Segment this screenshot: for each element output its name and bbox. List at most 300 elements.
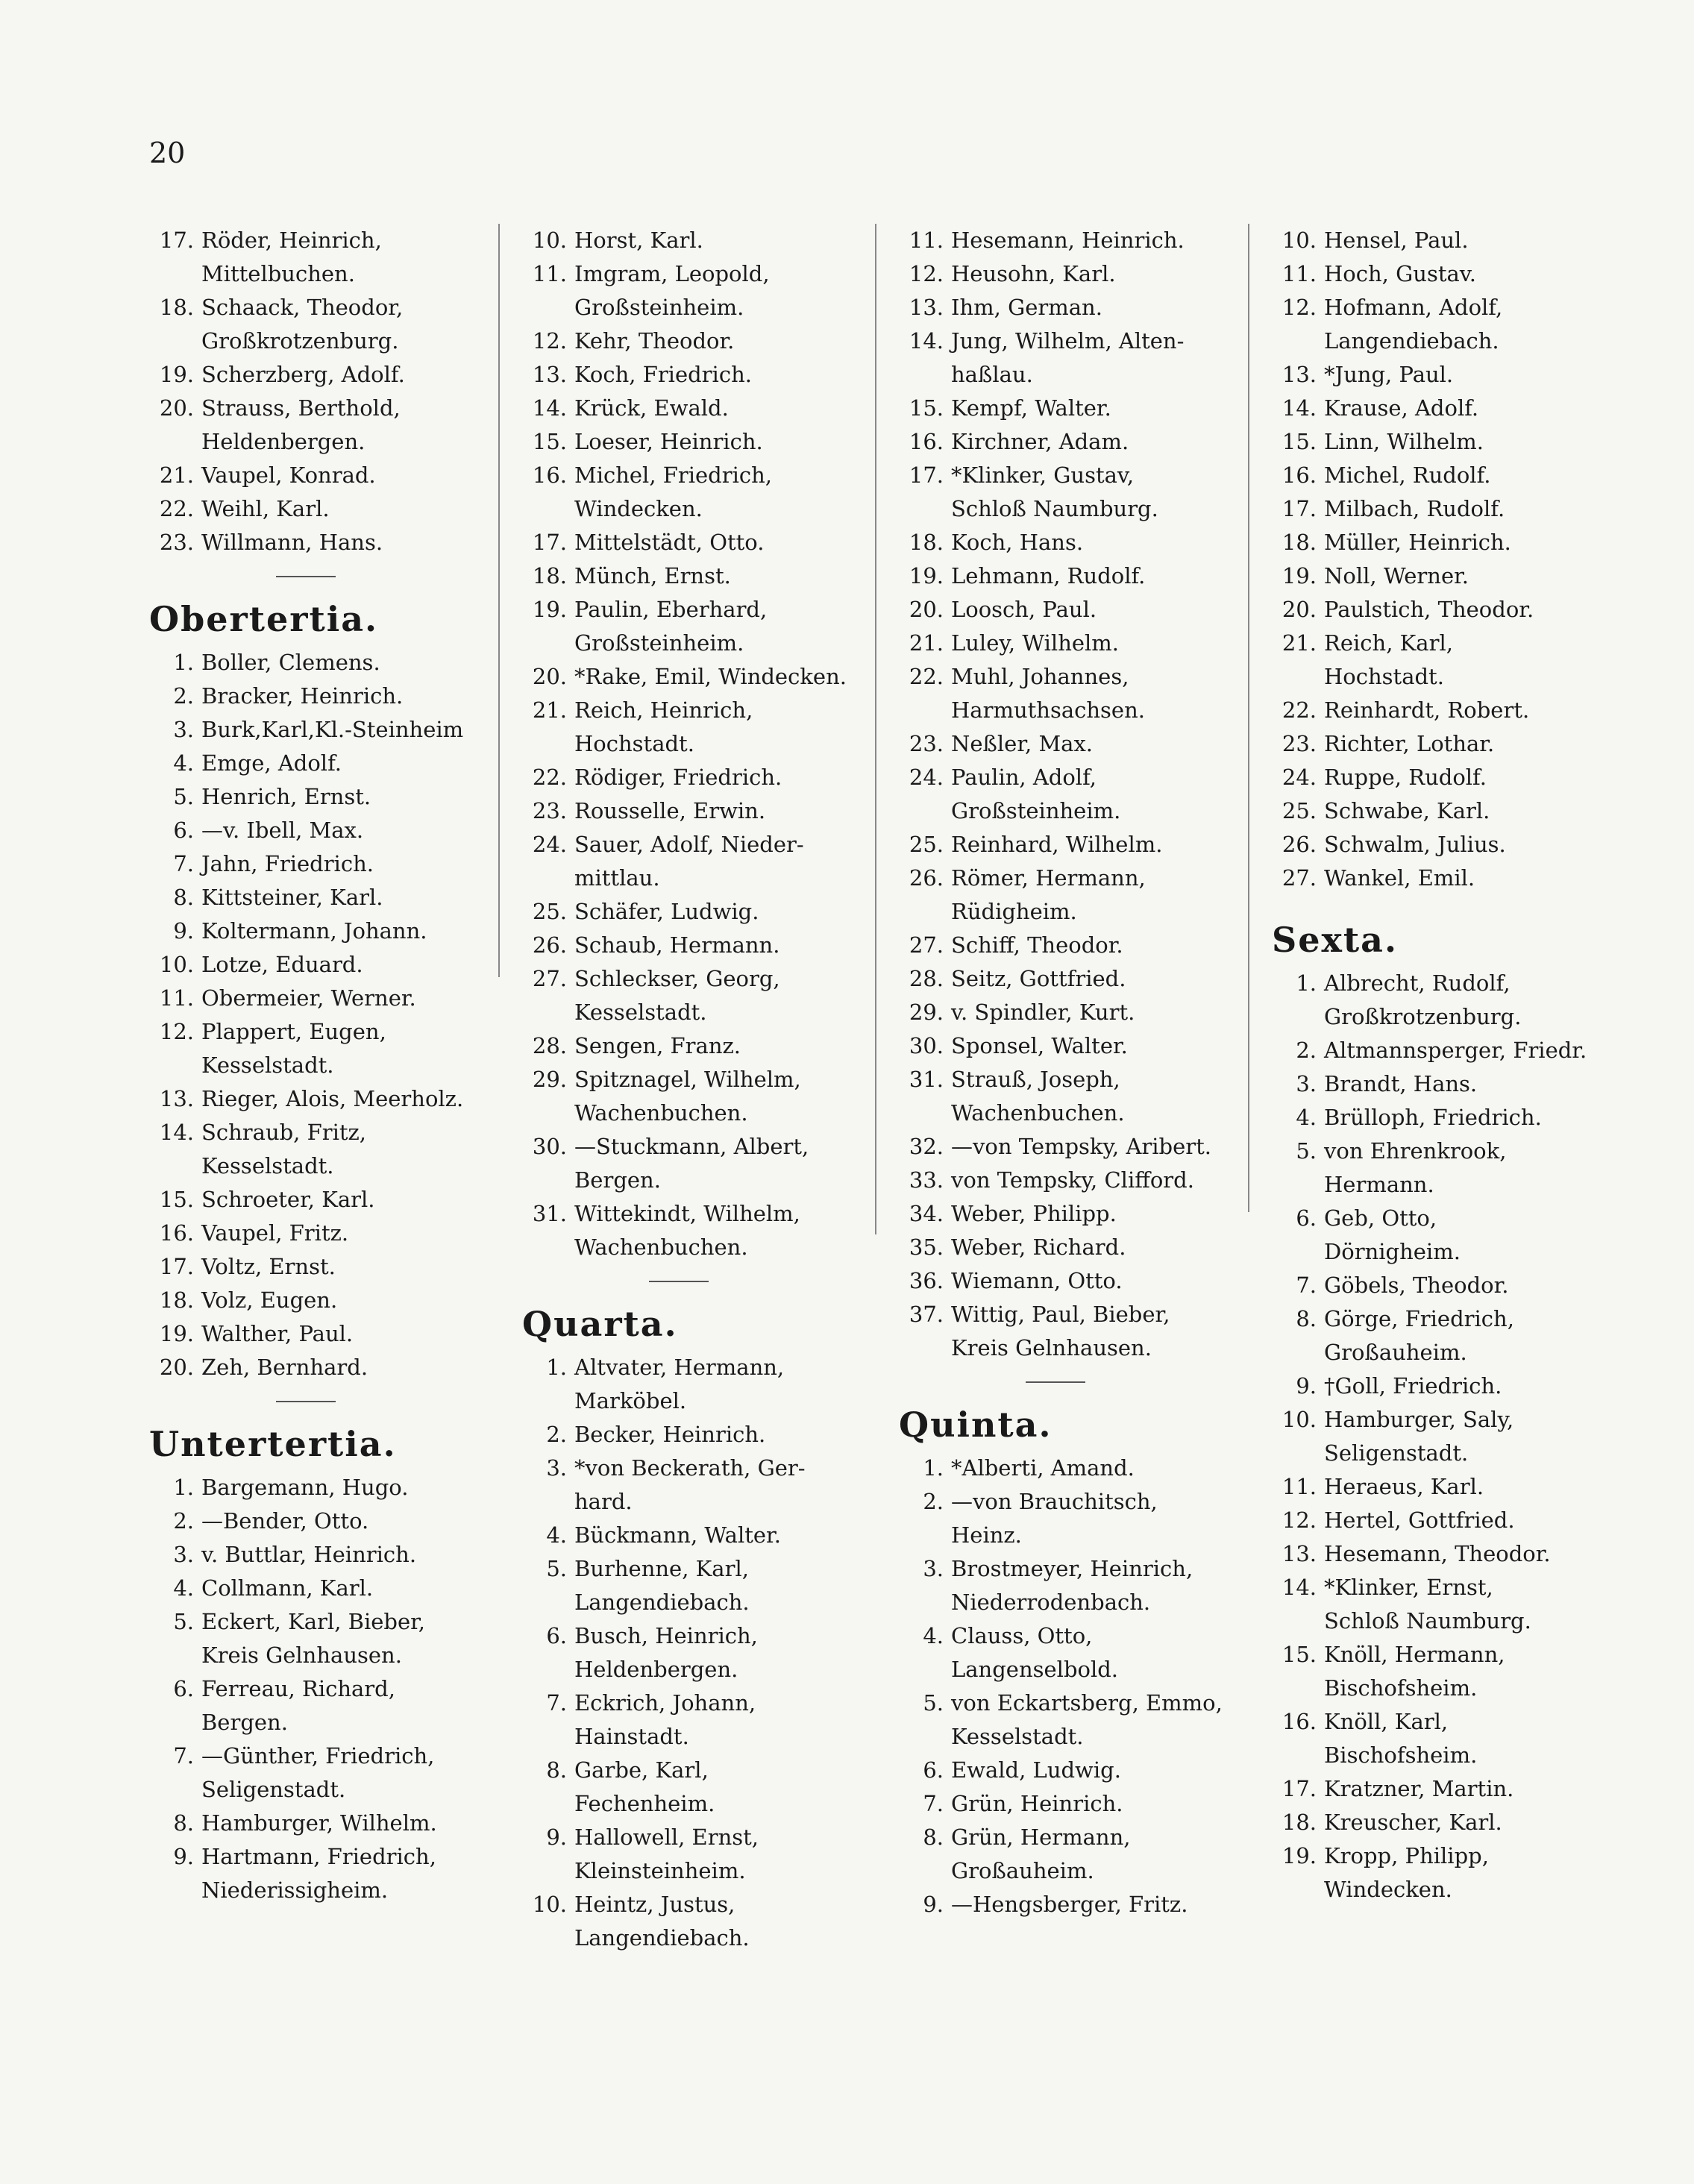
entry-number: 9.: [1296, 1373, 1317, 1399]
entry-text: Horst, Karl.: [574, 228, 703, 253]
list-item: [149, 459, 485, 492]
list-item: [149, 1807, 485, 1840]
class-heading: Untertertia.: [149, 1424, 397, 1464]
entry-number: 16.: [909, 429, 944, 454]
entry-text: Heintz, Justus,: [574, 1892, 735, 1917]
entry-continuation: Kesselstadt.: [574, 1000, 707, 1025]
entry-text: von Tempsky, Clifford.: [951, 1167, 1194, 1193]
list-item: [522, 1452, 850, 1485]
entry-text: Kropp, Philipp,: [1324, 1843, 1489, 1868]
entry-continuation: Schloß Naumburg.: [1324, 1608, 1531, 1634]
entry-text: Römer, Hermann,: [951, 865, 1146, 891]
list-item: [149, 392, 485, 425]
entry-number: 10.: [532, 1892, 567, 1917]
list-item: [522, 1351, 850, 1384]
entry-text: Weihl, Karl.: [201, 496, 330, 521]
entry-text: Neßler, Max.: [951, 731, 1094, 756]
entry-continuation: Hochstadt.: [1324, 664, 1444, 689]
entry-text: Michel, Rudolf.: [1324, 462, 1491, 488]
list-item: [149, 492, 485, 526]
section-separator: [149, 559, 485, 592]
entry-number: 20.: [159, 1355, 194, 1380]
entry-number: 22.: [159, 496, 194, 521]
entry-text: Rousselle, Erwin.: [574, 798, 766, 823]
entry-continuation: Wachenbuchen.: [574, 1100, 748, 1126]
list-item: [899, 929, 1227, 962]
entry-text: Brandt, Hans.: [1324, 1071, 1478, 1096]
entry-number: 17.: [159, 228, 194, 253]
entry-number: 1.: [546, 1355, 567, 1380]
list-item: [522, 559, 850, 593]
list-item: [149, 747, 485, 780]
entry-text: Eckert, Karl, Bieber,: [201, 1609, 425, 1634]
entry-number: 15.: [1282, 429, 1317, 454]
entry-continuation: Hermann.: [1324, 1172, 1434, 1197]
list-item: [899, 324, 1227, 358]
list-item: [899, 1231, 1227, 1264]
entry-number: 13.: [159, 1086, 194, 1111]
list-item: [1272, 1403, 1622, 1437]
entry-text: Voltz, Ernst.: [201, 1254, 336, 1279]
column-2: [522, 224, 850, 1955]
list-item: [1272, 1135, 1622, 1168]
entry-continuation: Marköbel.: [574, 1388, 687, 1413]
list-item: [899, 1686, 1227, 1720]
entry-number: 23.: [532, 798, 567, 823]
entry-continuation: Großkrotzenburg.: [201, 328, 399, 354]
column-rule-2: [875, 224, 876, 1234]
entry-text: Hesemann, Theodor.: [1324, 1541, 1551, 1566]
entry-text: *Jung, Paul.: [1324, 362, 1454, 387]
entry-number: 20.: [159, 395, 194, 421]
entry-text: Rieger, Alois, Meerholz.: [201, 1086, 464, 1111]
entry-number: 14.: [159, 1120, 194, 1145]
entry-text: Schaack, Theodor,: [201, 295, 404, 320]
entry-text: *Klinker, Gustav,: [951, 462, 1135, 488]
entry-number: 24.: [909, 765, 944, 790]
entry-text: Rödiger, Friedrich.: [574, 765, 782, 790]
list-item: [1272, 1504, 1622, 1537]
entry-number: 8.: [173, 1810, 194, 1836]
entry-number: 15.: [909, 395, 944, 421]
entry-continuation: Fechenheim.: [574, 1791, 715, 1816]
entry-number: 11.: [1282, 261, 1317, 286]
entry-text: Brostmeyer, Heinrich,: [951, 1556, 1193, 1581]
entry-number: 17.: [159, 1254, 194, 1279]
entry-continuation: Schloß Naumburg.: [951, 496, 1158, 521]
entry-text: Knöll, Karl,: [1324, 1709, 1449, 1734]
list-item: [522, 895, 850, 929]
list-item: [1272, 1034, 1622, 1067]
entry-continuation: Seligenstadt.: [1324, 1440, 1469, 1466]
entry-number: 19.: [909, 563, 944, 589]
entry-text: Bückmann, Walter.: [574, 1522, 781, 1548]
entry-text: †Goll, Friedrich.: [1324, 1373, 1502, 1399]
list-item: [1272, 593, 1622, 627]
entry-number: 31.: [909, 1067, 944, 1092]
entry-text: Walther, Paul.: [201, 1321, 354, 1346]
entry-continuation: Kreis Gelnhausen.: [951, 1335, 1152, 1361]
entry-number: 19.: [159, 362, 194, 387]
entry-text: Ewald, Ludwig.: [951, 1757, 1121, 1783]
list-item: [522, 1552, 850, 1586]
entry-text: Schraub, Fritz,: [201, 1120, 367, 1145]
entry-text: von Ehrenkrook,: [1324, 1138, 1507, 1164]
list-item: [899, 459, 1227, 492]
list-item: [1272, 828, 1622, 862]
entry-text: Schaub, Hermann.: [574, 932, 780, 958]
entry-number: 17.: [909, 462, 944, 488]
entry-text: Emge, Adolf.: [201, 750, 342, 776]
entry-text: Plappert, Eugen,: [201, 1019, 386, 1044]
entry-number: 1.: [923, 1455, 944, 1481]
list-item: [149, 1471, 485, 1504]
entry-text: Michel, Friedrich,: [574, 462, 773, 488]
entry-text: Knöll, Hermann,: [1324, 1642, 1505, 1667]
entry-number: 36.: [909, 1268, 944, 1293]
entry-text: Schwabe, Karl.: [1324, 798, 1490, 823]
entry-text: Milbach, Rudolf.: [1324, 496, 1505, 521]
section-gap: [1272, 895, 1622, 913]
entry-text: Bargemann, Hugo.: [201, 1475, 409, 1500]
entry-number: 19.: [532, 597, 567, 622]
entry-number: 16.: [1282, 462, 1317, 488]
list-item: [149, 814, 485, 847]
entry-number: 4.: [923, 1623, 944, 1648]
entry-number: 20.: [1282, 597, 1317, 622]
entry-number: 1.: [1296, 970, 1317, 996]
list-item: [522, 929, 850, 962]
entry-number: 11.: [909, 228, 944, 253]
list-item: [522, 1130, 850, 1164]
list-item: [899, 425, 1227, 459]
list-item: [899, 526, 1227, 559]
list-item: [1272, 358, 1622, 392]
entry-number: 15.: [159, 1187, 194, 1212]
entry-text: Hartmann, Friedrich,: [201, 1844, 436, 1869]
entry-number: 29.: [909, 1000, 944, 1025]
entry-number: 8.: [173, 885, 194, 910]
entry-number: 11.: [1282, 1474, 1317, 1499]
entry-text: Richter, Lothar.: [1324, 731, 1495, 756]
entry-text: Sponsel, Walter.: [951, 1033, 1128, 1058]
entry-text: Reinhard, Wilhelm.: [951, 832, 1163, 857]
entry-text: Loeser, Heinrich.: [574, 429, 763, 454]
entry-text: Schiff, Theodor.: [951, 932, 1123, 958]
list-item: [149, 646, 485, 680]
entry-number: 17.: [532, 530, 567, 555]
list-item: [149, 224, 485, 257]
list-item: [149, 1250, 485, 1284]
class-heading: Quinta.: [899, 1405, 1053, 1445]
entry-number: 11.: [159, 985, 194, 1011]
entry-number: 12.: [532, 328, 567, 354]
entry-number: 18.: [1282, 1810, 1317, 1835]
list-item: [149, 1672, 485, 1706]
entry-number: 9.: [923, 1892, 944, 1917]
entry-number: 31.: [532, 1201, 567, 1226]
entry-text: Wittekindt, Wilhelm,: [574, 1201, 800, 1226]
list-item: [899, 1264, 1227, 1298]
column-1: [149, 224, 485, 1907]
list-item: [899, 1888, 1227, 1921]
list-item: [899, 559, 1227, 593]
entry-text: Strauß, Joseph,: [951, 1067, 1120, 1092]
entry-number: 21.: [159, 462, 194, 488]
entry-text: Volz, Eugen.: [201, 1287, 338, 1313]
entry-continuation: Heldenbergen.: [574, 1657, 738, 1682]
entry-text: Bracker, Heinrich.: [201, 683, 404, 709]
entry-number: 12.: [1282, 295, 1317, 320]
list-item: [899, 1164, 1227, 1197]
list-item: [149, 713, 485, 747]
entry-text: Geb, Otto,: [1324, 1205, 1437, 1231]
entry-number: 34.: [909, 1201, 944, 1226]
entry-text: Hamburger, Saly,: [1324, 1407, 1514, 1432]
entry-number: 11.: [532, 261, 567, 286]
entry-continuation: Windecken.: [574, 496, 703, 521]
entry-text: Paulstich, Theodor.: [1324, 597, 1534, 622]
entry-number: 21.: [909, 630, 944, 656]
entry-continuation: Langenselbold.: [951, 1657, 1119, 1682]
entry-number: 19.: [1282, 563, 1317, 589]
entry-number: 12.: [909, 261, 944, 286]
entry-text: Krause, Adolf.: [1324, 395, 1479, 421]
list-item: [149, 1538, 485, 1572]
list-item: [149, 1284, 485, 1317]
list-item: [149, 1183, 485, 1217]
entry-text: Busch, Heinrich,: [574, 1623, 758, 1648]
list-item: [522, 1754, 850, 1787]
list-item: [149, 1572, 485, 1605]
list-item: [1272, 967, 1622, 1000]
entry-number: 2.: [173, 1508, 194, 1534]
list-item: [1272, 1571, 1622, 1604]
entry-text: Collmann, Karl.: [201, 1575, 374, 1601]
entry-number: 16.: [532, 462, 567, 488]
entry-number: 3.: [546, 1455, 567, 1481]
entry-number: 25.: [1282, 798, 1317, 823]
list-item: [149, 1015, 485, 1049]
entry-number: 5.: [546, 1556, 567, 1581]
list-item: [899, 862, 1227, 895]
entry-continuation: Mittelbuchen.: [201, 261, 355, 286]
entry-number: 22.: [1282, 697, 1317, 723]
entry-number: 10.: [1282, 1407, 1317, 1432]
entry-number: 7.: [173, 851, 194, 876]
entry-text: Becker, Heinrich.: [574, 1422, 766, 1447]
entry-text: Jung, Wilhelm, Alten-: [951, 328, 1185, 354]
entry-text: Hertel, Gottfried.: [1324, 1507, 1515, 1533]
list-item: [149, 1217, 485, 1250]
entry-number: 17.: [1282, 1776, 1317, 1801]
list-item: [522, 425, 850, 459]
list-item: [1272, 1537, 1622, 1571]
list-item: [522, 1418, 850, 1452]
entry-text: Ferreau, Richard,: [201, 1676, 395, 1701]
entry-text: Schäfer, Ludwig.: [574, 899, 759, 924]
entry-number: 5.: [1296, 1138, 1317, 1164]
entry-number: 30.: [909, 1033, 944, 1058]
entry-number: 8.: [923, 1824, 944, 1850]
entry-text: Zeh, Bernhard.: [201, 1355, 368, 1380]
entry-text: Kehr, Theodor.: [574, 328, 735, 354]
list-item: [522, 1619, 850, 1653]
entry-number: 18.: [909, 530, 944, 555]
list-item: [522, 1519, 850, 1552]
entry-continuation: Rüdigheim.: [951, 899, 1077, 924]
entry-text: *Klinker, Ernst,: [1324, 1575, 1493, 1600]
entry-number: 6.: [1296, 1205, 1317, 1231]
entry-text: Hensel, Paul.: [1324, 228, 1469, 253]
entry-number: 13.: [1282, 362, 1317, 387]
entry-continuation: Heldenbergen.: [201, 429, 366, 454]
entry-text: Wankel, Emil.: [1324, 865, 1475, 891]
entry-number: 9.: [546, 1824, 567, 1850]
entry-text: Garbe, Karl,: [574, 1757, 709, 1783]
entry-continuation: Windecken.: [1324, 1877, 1452, 1902]
list-item: [899, 761, 1227, 794]
list-item: [149, 881, 485, 914]
list-item: [522, 224, 850, 257]
list-item: [899, 996, 1227, 1029]
entry-continuation: Hochstadt.: [574, 731, 694, 756]
entry-text: —v. Ibell, Max.: [201, 818, 364, 843]
list-item: [149, 780, 485, 814]
entry-number: 5.: [923, 1690, 944, 1716]
list-item: [522, 459, 850, 492]
entry-number: 3.: [1296, 1071, 1317, 1096]
entry-text: Münch, Ernst.: [574, 563, 731, 589]
entry-number: 14.: [532, 395, 567, 421]
entry-continuation: Heinz.: [951, 1522, 1022, 1548]
entry-text: —von Brauchitsch,: [951, 1489, 1158, 1514]
entry-text: Kreuscher, Karl.: [1324, 1810, 1502, 1835]
entry-number: 14.: [909, 328, 944, 354]
entry-text: Sengen, Franz.: [574, 1033, 741, 1058]
list-item: [522, 794, 850, 828]
entry-number: 4.: [173, 750, 194, 776]
list-item: [899, 962, 1227, 996]
list-item: [1272, 1369, 1622, 1403]
entry-text: Ruppe, Rudolf.: [1324, 765, 1487, 790]
entry-number: 26.: [1282, 832, 1317, 857]
entry-text: v. Buttlar, Heinrich.: [201, 1542, 417, 1567]
entry-text: Imgram, Leopold,: [574, 261, 770, 286]
entry-text: Burhenne, Karl,: [574, 1556, 749, 1581]
entry-number: 20.: [532, 664, 567, 689]
list-item: [522, 694, 850, 727]
entry-continuation: Langendiebach.: [574, 1590, 750, 1615]
entry-number: 13.: [1282, 1541, 1317, 1566]
entry-number: 19.: [1282, 1843, 1317, 1868]
list-item: [1272, 1705, 1622, 1739]
list-item: [1272, 1638, 1622, 1672]
entry-number: 37.: [909, 1302, 944, 1327]
list-item: [522, 1063, 850, 1096]
list-item: [522, 1197, 850, 1231]
entry-continuation: Wachenbuchen.: [951, 1100, 1125, 1126]
list-item: [522, 526, 850, 559]
list-item: [522, 324, 850, 358]
list-item: [149, 1351, 485, 1384]
entry-number: 17.: [1282, 496, 1317, 521]
entry-continuation: Bischofsheim.: [1324, 1675, 1478, 1701]
list-item: [899, 627, 1227, 660]
entry-number: 9.: [173, 918, 194, 944]
list-item: [149, 1082, 485, 1116]
list-item: [899, 392, 1227, 425]
list-item: [1272, 1806, 1622, 1839]
list-item: [149, 914, 485, 948]
entry-text: Görge, Friedrich,: [1324, 1306, 1514, 1331]
entry-text: Müller, Heinrich.: [1324, 530, 1511, 555]
entry-number: 26.: [909, 865, 944, 891]
entry-number: 15.: [1282, 1642, 1317, 1667]
entry-number: 4.: [546, 1522, 567, 1548]
entry-number: 3.: [173, 717, 194, 742]
entry-text: Heusohn, Karl.: [951, 261, 1116, 286]
list-item: [1272, 1839, 1622, 1873]
list-item: [522, 392, 850, 425]
entry-number: 14.: [1282, 1575, 1317, 1600]
list-item: [1272, 1302, 1622, 1336]
entry-text: Altvater, Hermann,: [574, 1355, 785, 1380]
list-item: [899, 1452, 1227, 1485]
entry-number: 12.: [159, 1019, 194, 1044]
class-heading: Quarta.: [522, 1304, 678, 1344]
entry-text: Jahn, Friedrich.: [201, 851, 374, 876]
entry-number: 10.: [532, 228, 567, 253]
entry-number: 32.: [909, 1134, 944, 1159]
entry-continuation: Bischofsheim.: [1324, 1742, 1478, 1768]
entry-text: Kratzner, Martin.: [1324, 1776, 1514, 1801]
entry-text: *Rake, Emil, Windecken.: [574, 664, 847, 689]
entry-text: Grün, Hermann,: [951, 1824, 1131, 1850]
list-item: [1272, 694, 1622, 727]
list-item: [1272, 862, 1622, 895]
list-item: [149, 526, 485, 559]
entry-text: Noll, Werner.: [1324, 563, 1469, 589]
entry-number: 24.: [532, 832, 567, 857]
list-item: [1272, 425, 1622, 459]
entry-number: 7.: [923, 1791, 944, 1816]
entry-text: v. Spindler, Kurt.: [951, 1000, 1135, 1025]
entry-text: Ihm, German.: [951, 295, 1102, 320]
entry-text: Lehmann, Rudolf.: [951, 563, 1146, 589]
column-3: [899, 224, 1227, 1921]
list-item: [522, 358, 850, 392]
entry-number: 30.: [532, 1134, 567, 1159]
list-item: [1272, 1202, 1622, 1235]
entry-text: Strauss, Berthold,: [201, 395, 401, 421]
list-item: [899, 660, 1227, 694]
entry-number: 33.: [909, 1167, 944, 1193]
entry-text: Wiemann, Otto.: [951, 1268, 1123, 1293]
list-item: [899, 1063, 1227, 1096]
entry-number: 3.: [923, 1556, 944, 1581]
entry-text: Koch, Friedrich.: [574, 362, 752, 387]
entry-text: Lotze, Eduard.: [201, 952, 363, 977]
list-item: [149, 358, 485, 392]
entry-continuation: Bergen.: [574, 1167, 661, 1193]
entry-continuation: Kesselstadt.: [201, 1052, 334, 1078]
entry-number: 22.: [532, 765, 567, 790]
entry-number: 23.: [1282, 731, 1317, 756]
list-item: [1272, 526, 1622, 559]
entry-text: Hallowell, Ernst,: [574, 1824, 759, 1850]
entry-continuation: Großauheim.: [951, 1858, 1094, 1883]
